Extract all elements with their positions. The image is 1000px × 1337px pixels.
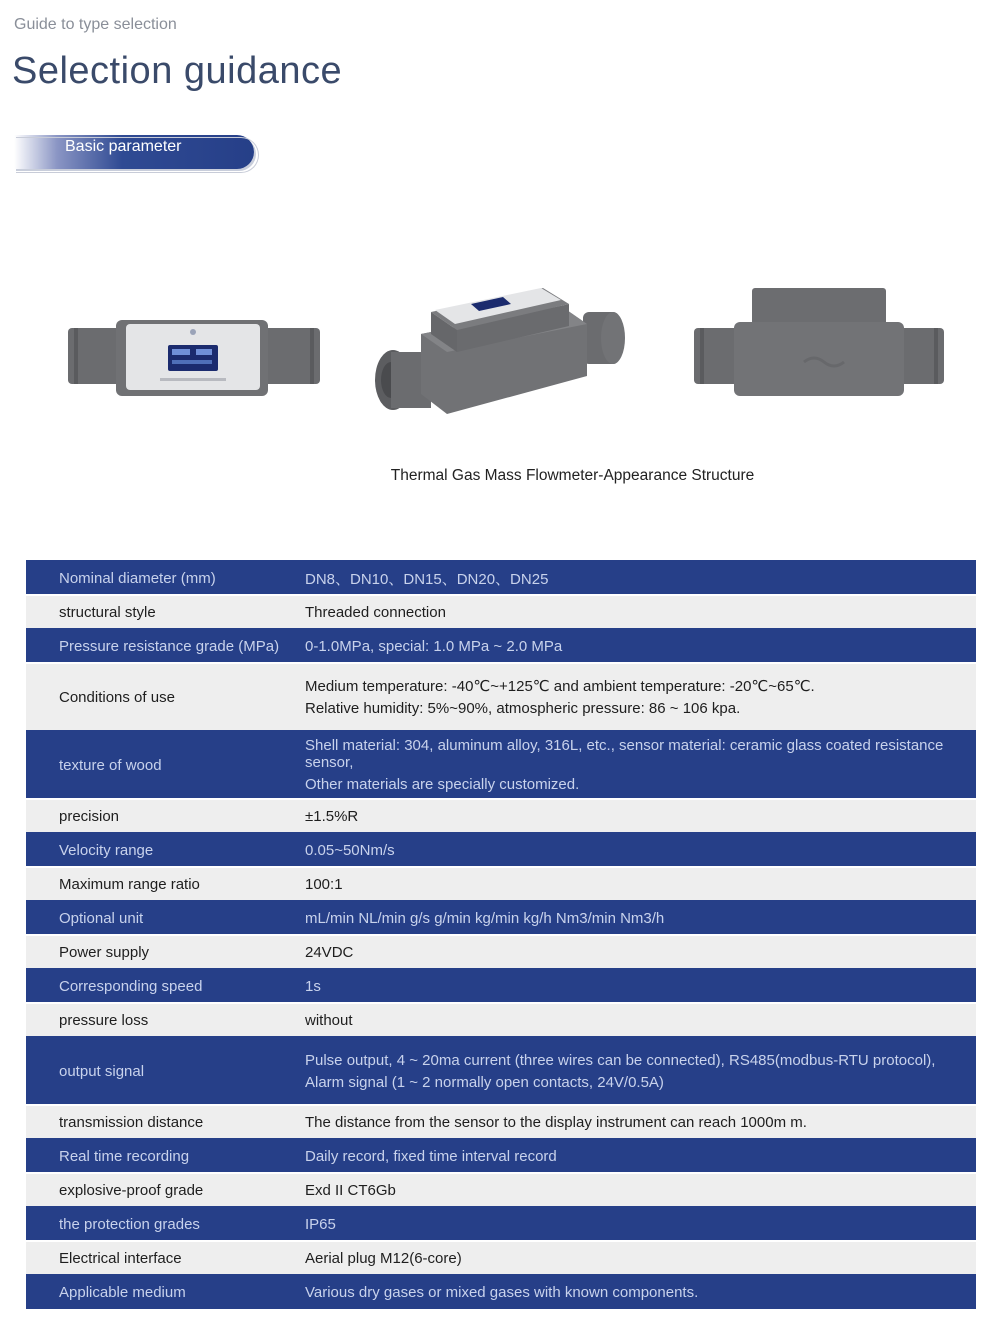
spec-value-line-2: Other materials are specially customized.: [305, 776, 580, 793]
spec-row: [26, 1241, 976, 1275]
spec-value-line: 0.05~50Nm/s: [305, 841, 395, 859]
spec-label: Maximum range ratio: [26, 867, 305, 901]
spec-row: [26, 833, 976, 867]
spec-value: [305, 969, 976, 1003]
spec-value: [305, 1241, 976, 1275]
spec-label: Power supply: [26, 935, 305, 969]
spec-row: [26, 1275, 976, 1309]
spec-row: [26, 969, 976, 1003]
spec-value: [305, 1105, 976, 1139]
section-tab-label: Basic parameter: [65, 138, 182, 155]
spec-label: Applicable medium: [26, 1275, 305, 1309]
spec-value: [305, 935, 976, 969]
spec-label: output signal: [26, 1037, 305, 1105]
spec-value: [305, 1037, 976, 1105]
spec-value-line: 24VDC: [305, 943, 354, 961]
spec-value: [305, 901, 976, 935]
spec-label: precision: [26, 799, 305, 833]
spec-value-line: Pulse output, 4 ~ 20ma current (three wires can be connected), RS485(modbus-RTU protocol),: [305, 1051, 936, 1069]
spec-value: [305, 663, 976, 731]
spec-row: [26, 935, 976, 969]
spec-value-line: 0-1.0MPa, special: 1.0 MPa ~ 2.0 MPa: [305, 637, 563, 655]
spec-label: structural style: [26, 595, 305, 629]
spec-value-line: Medium temperature: -40℃~+125℃ and ambient temperature: -20℃~65℃.: [305, 678, 815, 695]
page-subtitle: Guide to type selection: [14, 16, 177, 33]
spec-row: [26, 1003, 976, 1037]
flowmeter-perspective-view-image: [373, 282, 629, 422]
spec-row: [26, 1207, 976, 1241]
spec-value: [305, 1173, 976, 1207]
spec-value: [305, 867, 976, 901]
spec-value-line: Various dry gases or mixed gases with known components.: [305, 1284, 699, 1301]
flowmeter-front-view-image: [68, 318, 320, 398]
figure-caption: Thermal Gas Mass Flowmeter-Appearance Structure: [390, 467, 755, 484]
spec-row: [26, 1173, 976, 1207]
spec-value-line: The distance from the sensor to the display instrument can reach 1000m m.: [305, 1113, 807, 1131]
spec-table: [26, 560, 976, 1309]
spec-value-line: Daily record, fixed time interval record: [305, 1147, 557, 1165]
spec-value-line: without: [305, 1011, 353, 1029]
spec-value: [305, 1275, 976, 1309]
spec-row: [26, 1139, 976, 1173]
page-title: Selection guidance: [12, 50, 343, 92]
spec-label: Velocity range: [26, 833, 305, 867]
spec-label: Pressure resistance grade (MPa): [26, 629, 305, 663]
spec-row: [26, 1037, 976, 1105]
spec-value-line: Exd II CT6Gb: [305, 1181, 396, 1199]
spec-label: Real time recording: [26, 1139, 305, 1173]
spec-row: [26, 561, 976, 595]
spec-value: [305, 731, 976, 799]
flowmeter-back-view-image: [694, 288, 944, 396]
spec-value-line: IP65: [305, 1215, 336, 1233]
spec-value-line: ±1.5%R: [305, 807, 359, 825]
spec-value: [305, 561, 976, 595]
spec-value: [305, 833, 976, 867]
spec-value-line: Shell material: 304, aluminum alloy, 316L, etc., sensor material: ceramic glass coated resistance sensor,: [305, 737, 944, 771]
spec-value-line: DN8、DN10、DN15、DN20、DN25: [305, 570, 549, 588]
spec-label: transmission distance: [26, 1105, 305, 1139]
spec-label: the protection grades: [26, 1207, 305, 1241]
spec-row: [26, 731, 976, 799]
spec-row: [26, 901, 976, 935]
spec-row: [26, 663, 976, 731]
spec-label: Electrical interface: [26, 1241, 305, 1275]
spec-value-line: Threaded connection: [305, 603, 446, 621]
spec-label: explosive-proof grade: [26, 1173, 305, 1207]
spec-label: Nominal diameter (mm): [26, 561, 305, 595]
spec-value: [305, 1207, 976, 1241]
spec-row: [26, 1105, 976, 1139]
spec-value: [305, 799, 976, 833]
spec-row: [26, 629, 976, 663]
spec-value: [305, 595, 976, 629]
spec-value-line: 100:1: [305, 875, 343, 893]
spec-value: [305, 629, 976, 663]
spec-value: [305, 1139, 976, 1173]
spec-value-line: mL/min NL/min g/s g/min kg/min kg/h Nm3/min Nm3/h: [305, 909, 665, 927]
spec-label: texture of wood: [26, 731, 305, 799]
spec-value-line: Aerial plug M12(6-core): [305, 1249, 462, 1267]
spec-value-line-2: Relative humidity: 5%~90%, atmospheric pressure: 86 ~ 106 kpa.: [305, 700, 741, 717]
spec-row: [26, 799, 976, 833]
spec-value-line-2: Alarm signal (1 ~ 2 normally open contacts, 24V/0.5A): [305, 1073, 664, 1091]
spec-label: Corresponding speed: [26, 969, 305, 1003]
spec-value-line: 1s: [305, 977, 321, 995]
spec-row: [26, 595, 976, 629]
spec-label: pressure loss: [26, 1003, 305, 1037]
spec-value: [305, 1003, 976, 1037]
spec-label: Optional unit: [26, 901, 305, 935]
spec-label: Conditions of use: [26, 663, 305, 731]
spec-row: [26, 867, 976, 901]
